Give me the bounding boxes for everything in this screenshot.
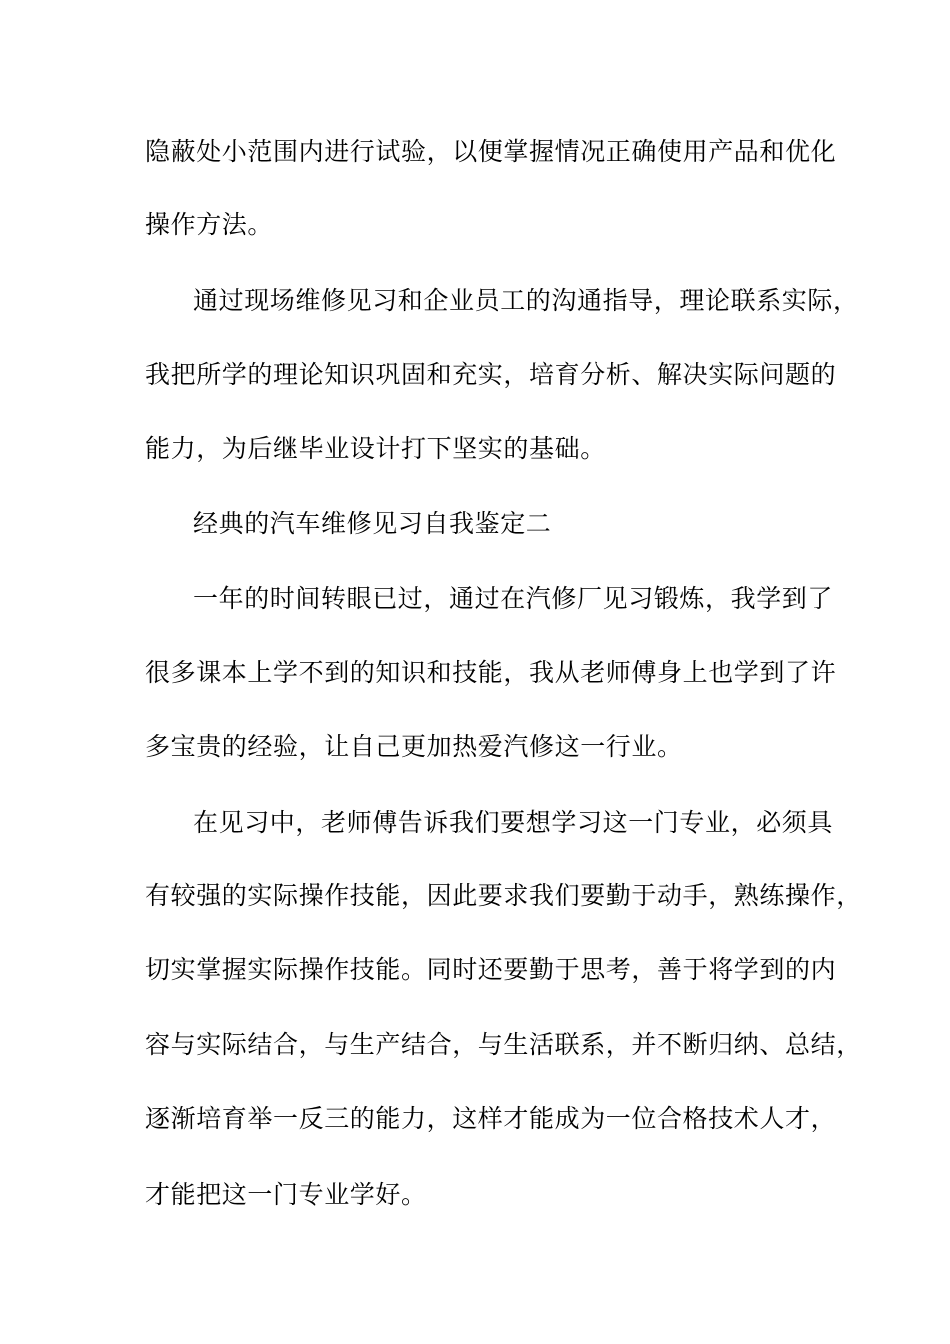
paragraph-start-line: 一年的时间转眼已过，通过在汽修厂见习锻炼，我学到了 [193, 584, 834, 613]
text-line-4: 我把所学的理论知识巩固和充实，培育分析、解决实际问题的 [145, 360, 837, 389]
text-line-14: 逐渐培育举一反三的能力，这样才能成为一位合格技术人才， [145, 1104, 837, 1133]
text-line-9: 多宝贵的经验，让自己更加热爱汽修这一行业。 [145, 732, 683, 761]
text-line-2: 操作方法。 [145, 210, 274, 239]
paragraph-start-line: 在见习中，老师傅告诉我们要想学习这一门专业，必须具 [193, 808, 834, 837]
text-line-5: 能力，为后继毕业设计打下坚实的基础。 [145, 434, 606, 463]
text-line-11: 有较强的实际操作技能，因此要求我们要勤于动手，熟练操作， [145, 881, 862, 910]
text-line-1: 隐蔽处小范围内进行试验，以便掌握情况正确使用产品和优化 [145, 137, 837, 166]
text-line-8: 很多课本上学不到的知识和技能，我从老师傅身上也学到了许 [145, 658, 837, 687]
text-line-12: 切实掌握实际操作技能。同时还要勤于思考，善于将学到的内 [145, 955, 837, 984]
text-line-15: 才能把这一门专业学好。 [145, 1180, 427, 1209]
paragraph-start-line: 通过现场维修见习和企业员工的沟通指导，理论联系实际， [193, 286, 859, 315]
text-line-13: 容与实际结合，与生产结合，与生活联系，并不断归纳、总结， [145, 1030, 862, 1059]
section-heading: 经典的汽车维修见习自我鉴定二 [193, 509, 552, 538]
